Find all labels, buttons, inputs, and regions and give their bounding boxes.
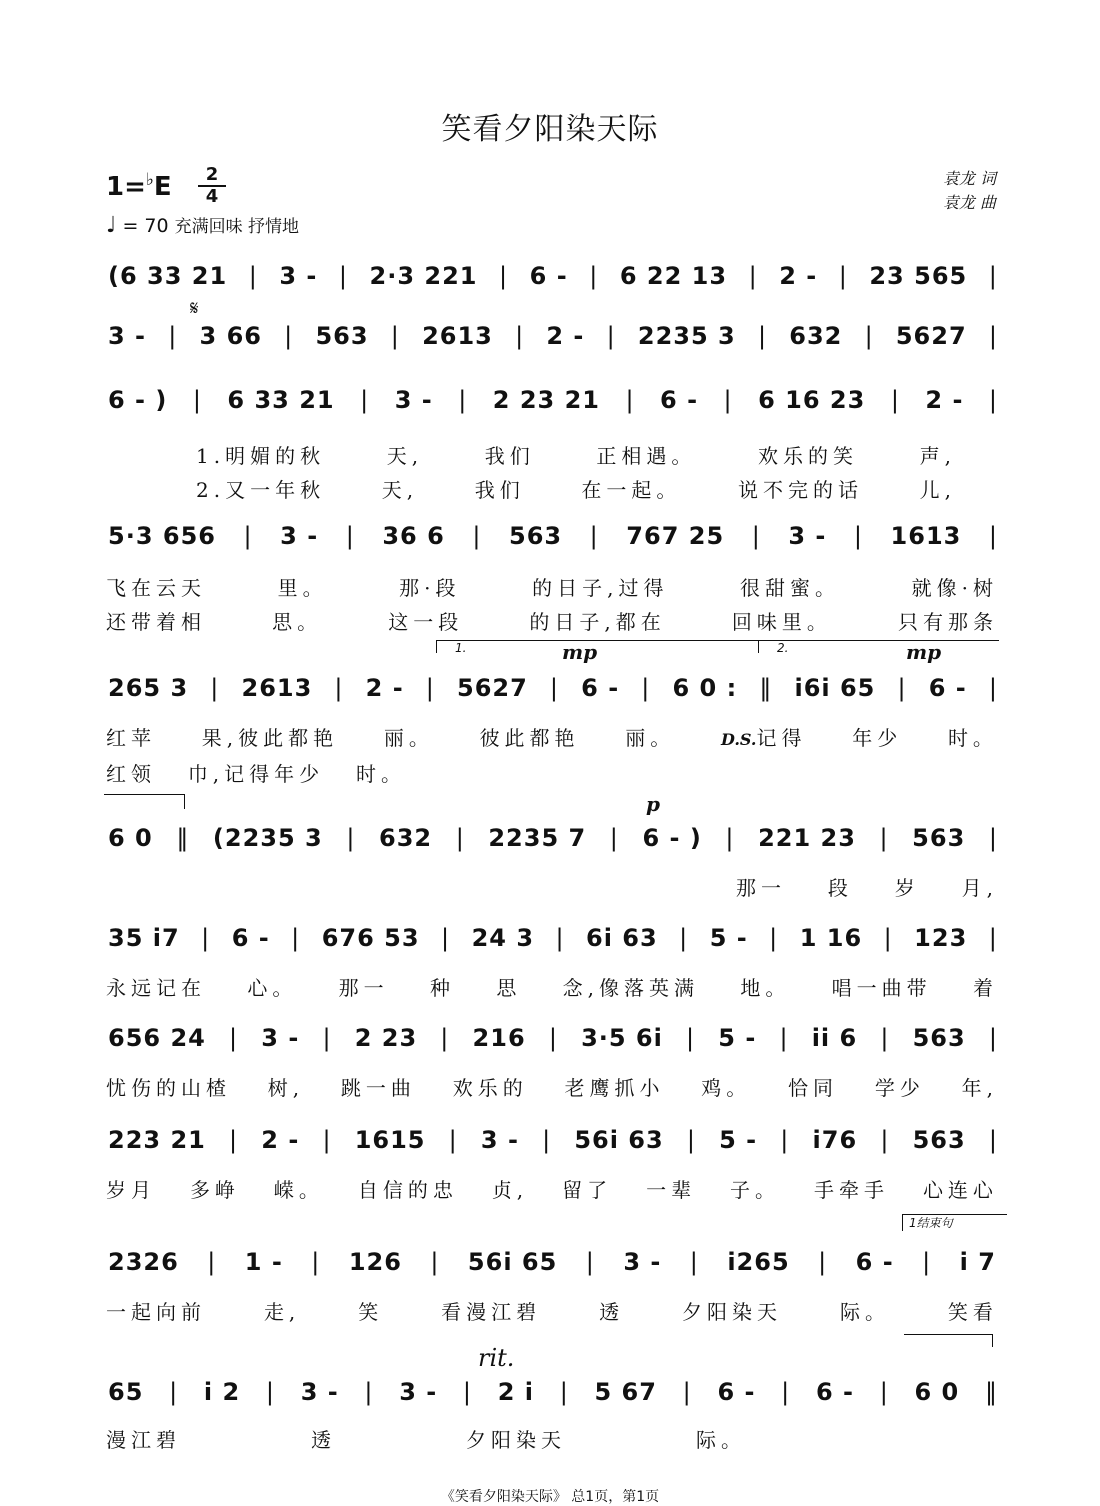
measure: 2613 [422, 322, 493, 350]
measure: 632 [379, 824, 433, 852]
ending-bracket-continuation [104, 794, 185, 809]
score-row-9: 223 21 | 2 - | 1615 | 3 - | 56i 63 | 5 - | i76 | 563 | [108, 1126, 998, 1154]
measure: 1 - [244, 1248, 283, 1276]
measure: i 7 [959, 1248, 996, 1276]
measure: i76 [812, 1126, 858, 1154]
measure: 2 i [497, 1378, 534, 1406]
score-row-8: 656 24 | 3 - | 2 23 | 216 | 3·5 6i | 5 - | ii 6 | 563 | [108, 1024, 998, 1052]
dynamic-p: p [646, 792, 660, 816]
quarter-note-icon: ♩ [106, 213, 117, 238]
tempo-marking [106, 212, 299, 238]
measure: 56i 63 [574, 1126, 664, 1154]
measure: 216 [472, 1024, 526, 1052]
measure: 6 - [855, 1248, 894, 1276]
measure: 1613 [890, 522, 962, 550]
measure: 3·5 6i [581, 1024, 663, 1052]
measure: 632 [789, 322, 843, 350]
lyric-row-8: 忧伤的山楂 树, 跳一曲 欢乐的 老鹰抓小 鸡。 恰同 学少 年, [106, 1076, 998, 1100]
measure: 2 - [261, 1126, 300, 1154]
measure: 6 - [717, 1378, 756, 1406]
measure: 5 - [718, 1024, 757, 1052]
measure: 123 [914, 924, 968, 952]
measure: 5 67 [594, 1378, 657, 1406]
time-signature [198, 166, 226, 206]
key-signature [106, 170, 172, 202]
measure: 3 66 [199, 322, 262, 350]
measure: 2235 7 [488, 824, 587, 852]
key-prefix: 1= [106, 172, 146, 202]
score-row-3: 6 - ) | 6 33 21 | 3 - | 2 23 21 | 6 - | 6 16 23 | 2 - | [108, 386, 998, 414]
lyric-row-5-verse-2: 红领 巾,记得年少 时。 [106, 762, 406, 786]
dal-segno-mark: D.S. [721, 730, 757, 749]
measure: 3 - [788, 522, 827, 550]
measure: 3 - [108, 322, 147, 350]
ritardando-mark: rit. [478, 1344, 515, 1372]
measure: 265 3 [108, 674, 189, 702]
measure: 2·3 221 [369, 262, 478, 290]
measure: 65 [108, 1378, 144, 1406]
key-letter: E [153, 172, 172, 202]
page-footer: 《笑看夕阳染天际》 总1页，第1页 [440, 1489, 660, 1505]
measure: 2235 3 [637, 322, 736, 350]
lyric-row-3-verse-1: 1.明媚的秋 天, 我们 正相遇。 欢乐的笑 声, [196, 444, 956, 468]
score-row-10: 2326 | 1 - | 126 | 56i 65 | 3 - | i265 | 6 - | i 7 [108, 1248, 996, 1276]
measure: 5 - [709, 924, 748, 952]
measure: 2 23 21 [492, 386, 600, 414]
measure: 126 [348, 1248, 402, 1276]
measure: i265 [727, 1248, 790, 1276]
measure: 3 - [261, 1024, 300, 1052]
measure: 5 - [719, 1126, 758, 1154]
final-phrase-bracket: 1结束句 [902, 1214, 1007, 1231]
measure: (2235 3 [212, 824, 323, 852]
measure: 6 22 13 [619, 262, 728, 290]
score-row-11: 65 | i 2 | 3 - | 3 - | 2 i | 5 67 | 6 - | 6 - | 6 0 ‖ [108, 1378, 998, 1406]
segno-icon: 𝄋 [190, 296, 199, 320]
measure: 563 [912, 1024, 966, 1052]
measure: 6 0 [108, 824, 153, 852]
measure: 6 - [581, 674, 620, 702]
dynamic-mp: mp [906, 640, 942, 664]
measure: 3 - [279, 262, 318, 290]
measure: 6 16 23 [758, 386, 866, 414]
measure: 6 - [928, 674, 967, 702]
measure: 563 [315, 322, 369, 350]
measure: 6 - ) [108, 386, 168, 414]
measure: 6i 63 [586, 924, 658, 952]
measure: 56i 65 [467, 1248, 558, 1276]
lyric-row-5-verse-1: 红苹 果,彼此都艳 丽。 彼此都艳 丽。 D.S.记得 年少 时。 [106, 726, 998, 750]
measure: 2613 [241, 674, 313, 702]
measure: 5627 [457, 674, 528, 702]
flat-symbol: ♭ [145, 170, 154, 190]
measure: 656 24 [108, 1024, 206, 1052]
ending-bracket-continuation [904, 1334, 993, 1347]
second-ending-bracket: 2. [758, 640, 999, 653]
composer-credit: 袁龙 曲 [942, 193, 996, 212]
measure: 1615 [354, 1126, 426, 1154]
measure: 24 3 [471, 924, 535, 952]
measure: 2 - [779, 262, 818, 290]
lyricist-credit: 袁龙 词 [942, 169, 996, 188]
measure: i6i 65 [794, 674, 876, 702]
score-row-5: 265 3 | 2613 | 2 - | 5627 | 6 - | 6 0 : ‖ i6i 65 | 6 - | [108, 674, 998, 702]
score-row-6: 6 0 ‖ (2235 3 | 632 | 2235 7 | 6 - ) | 221 23 | 563 | [108, 824, 998, 852]
measure: 3 - [300, 1378, 339, 1406]
measure: i 2 [203, 1378, 241, 1406]
time-denominator: 4 [205, 186, 219, 207]
measure: 6 0 : [672, 674, 738, 702]
measure: 221 23 [758, 824, 856, 852]
measure: 6 - [231, 924, 270, 952]
measure: 3 - [399, 1378, 438, 1406]
measure: 35 i7 [108, 924, 180, 952]
lyric-row-10: 一起向前 走, 笑 看漫江碧 透 夕阳染天 际。 笑看 [106, 1300, 998, 1324]
measure: 2 23 [354, 1024, 418, 1052]
measure: 6 33 21 [227, 386, 335, 414]
tempo-description: 充满回味 抒情地 [174, 217, 300, 237]
measure: 767 25 [626, 522, 725, 550]
lyric-row-7: 永远记在 心。 那一 种 思 念,像落英满 地。 唱一曲带 着 [106, 976, 998, 1000]
measure: 3 - [394, 386, 433, 414]
measure: 23 565 [869, 262, 968, 290]
measure: 3 - [280, 522, 319, 550]
measure: 563 [509, 522, 563, 550]
tempo-value: = 70 [122, 215, 169, 237]
measure: 2326 [108, 1248, 179, 1276]
measure: 2 - [546, 322, 585, 350]
song-title: 笑看夕阳染天际 [441, 112, 659, 147]
lyric-row-9: 岁月 多峥 嵘。 自信的忠 贞, 留了 一辈 子。 手牵手 心连心 [106, 1178, 998, 1202]
time-numerator: 2 [205, 164, 219, 185]
measure: 36 6 [382, 522, 445, 550]
measure: 6 - ) [642, 824, 702, 852]
measure: 223 21 [108, 1126, 206, 1154]
measure: 5627 [895, 322, 967, 350]
lyric-row-11: 漫江碧 透 夕阳染天 际。 [106, 1428, 746, 1452]
measure: 2 - [365, 674, 404, 702]
score-row-1: (6 33 21 | 3 - | 2·3 221 | 6 - | 6 22 13 | 2 - | 23 565 | [108, 262, 998, 290]
measure: 3 - [623, 1248, 662, 1276]
measure: 2 - [925, 386, 964, 414]
score-row-4: 5·3 656 | 3 - | 36 6 | 563 | 767 25 | 3 - | 1613 | [108, 522, 998, 550]
measure: 676 53 [321, 924, 420, 952]
measure: 6 0 [914, 1378, 960, 1406]
measure: 6 - [660, 386, 699, 414]
score-row-7: 35 i7 | 6 - | 676 53 | 24 3 | 6i 63 | 5 - | 1 16 | 123 | [108, 924, 998, 952]
measure: (6 33 21 [108, 262, 228, 290]
measure: 563 [912, 824, 966, 852]
measure: 1 16 [799, 924, 863, 952]
measure: 563 [912, 1126, 966, 1154]
dynamic-mp: mp [562, 640, 598, 664]
lyric-row-4-verse-1: 飞在云天 里。 那·段 的日子,过得 很甜蜜。 就像·树 [106, 576, 998, 600]
measure: ii 6 [811, 1024, 858, 1052]
lyric-row-4-verse-2: 还带着相 思。 这一段 的日子,都在 回味里。 只有那条 [106, 610, 998, 634]
first-ending-bracket: 1. [436, 640, 765, 653]
lyric-row-6: 那一 段 岁 月, [736, 876, 998, 900]
measure: 6 - [815, 1378, 854, 1406]
measure: 5·3 656 [108, 522, 216, 550]
score-row-2: 3 - | 3 66 | 563 | 2613 | 2 - | 2235 3 | 632 | 5627 | [108, 322, 998, 350]
measure: 6 - [529, 262, 568, 290]
measure: 3 - [480, 1126, 519, 1154]
lyric-row-3-verse-2: 2.又一年秋 天, 我们 在一起。 说不完的话 儿, [196, 478, 956, 502]
